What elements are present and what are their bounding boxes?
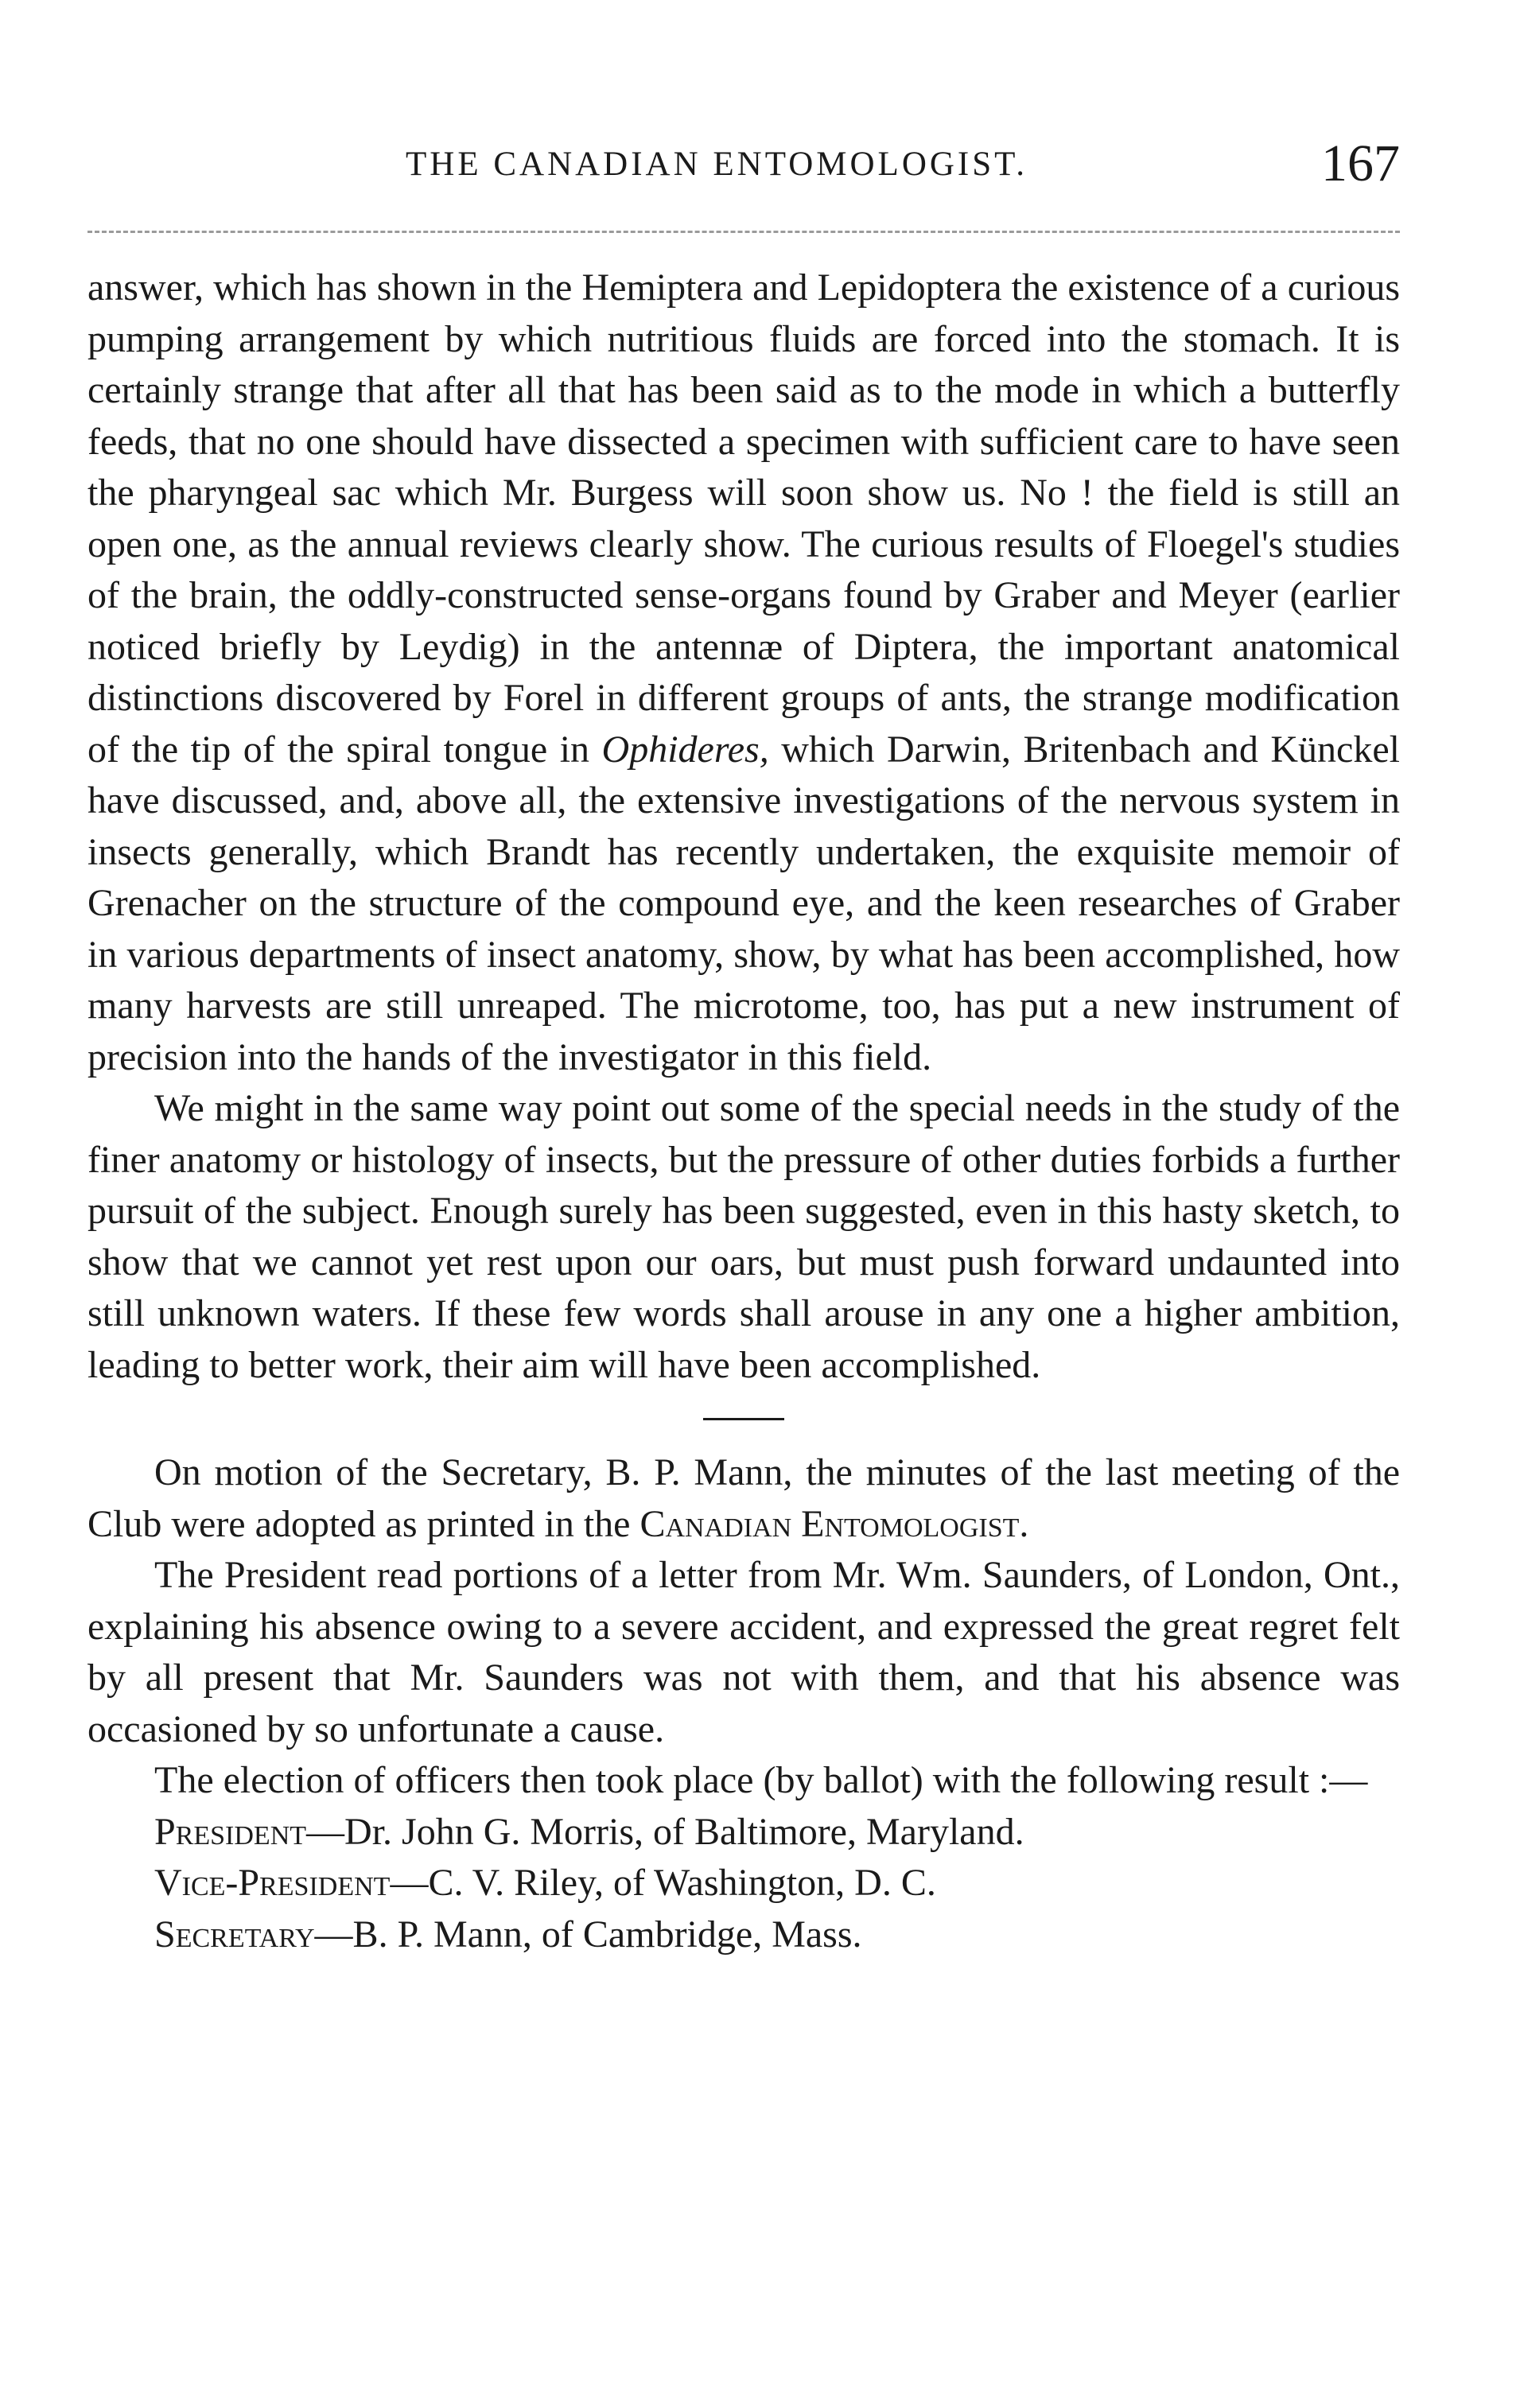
- officer-detail: —Dr. John G. Morris, of Baltimore, Maryland.: [306, 1810, 1024, 1853]
- section-divider: [703, 1418, 784, 1420]
- paragraph-conclusion: We might in the same way point out some of the special needs in the study of the finer anatomy or histology of insects, but the pressure of other duties forbids a further pursuit of the subject. Enough surely has been suggested, even in this hasty sketch, to show that we cannot yet rest upon our oars, but must push forward undaunted into still unknown waters. If these few words shall arouse in any one a higher ambition, leading to better work, their aim will have been accomplished.: [87, 1087, 1400, 1386]
- genus-name: Ophideres,: [601, 728, 769, 771]
- header-rule: [87, 231, 1400, 233]
- officer-president: [87, 1807, 1400, 1858]
- article-body: [87, 262, 1400, 1960]
- journal-name: Canadian Entomologist.: [639, 1502, 1029, 1545]
- paragraph-text: which Darwin, Britenbach and Künckel have discussed, and, above all, the extensive investigations of the nervous system in insects generally, which Brandt has recently undertaken, the exquisite memoir of Grenacher on the structure of the compound eye, and the keen researches of Graber in various departments of insect anatomy, show, by what has been accomplished, how many harvests are still unreaped. The microtome, too, has put a new instrument of precision into the hands of the investigator in this field.: [87, 728, 1400, 1078]
- paragraph-minutes: [87, 1447, 1400, 1550]
- page-header: [87, 134, 1400, 197]
- paragraph-text: On motion of the Secretary, B. P. Mann, the minutes of the last meeting of the Club were adopted as printed in the: [87, 1451, 1400, 1545]
- paragraph-election: The election of officers then took place (by ballot) with the following result :—: [154, 1759, 1368, 1801]
- paragraph-letter: The President read portions of a letter from Mr. Wm. Saunders, of London, Ont., explaining his absence owing to a severe accident, and expressed the great regret felt by all present that Mr. Saunders was not with them, and that his absence was occasioned by so unfortunate a cause.: [87, 1554, 1400, 1750]
- officer-title: Secretary: [154, 1913, 315, 1956]
- officer-title: President: [154, 1810, 307, 1853]
- paragraph-continuation: [87, 262, 1400, 1083]
- officer-detail: —B. P. Mann, of Cambridge, Mass.: [314, 1913, 862, 1956]
- paragraph-text: answer, which has shown in the Hemiptera and Lepidoptera the existence of a curious pumping arrangement by which nutritious fluids are forced into the stomach. It is certainly strange that after all that has been said as to the mode in which a butterfly feeds, that no one should have dissected a specimen with sufficient care to have seen the pharyngeal sac which Mr. Burgess will soon show us. No ! the field is still an open one, as the annual reviews clearly show. The curious results of Floegel's studies of the brain, the oddly-constructed sense-organs found by Graber and Meyer (earlier noticed briefly by Leydig) in the antennæ of Diptera, the important anatomical distinctions discovered by Forel in different groups of ants, the strange modification of the tip of the spiral tongue in: [87, 266, 1400, 771]
- officer-secretary: [87, 1909, 1400, 1961]
- officer-title: Vice-President: [154, 1862, 391, 1904]
- running-title: THE CANADIAN ENTOMOLOGIST.: [406, 146, 1028, 183]
- page-number: 167: [1321, 134, 1400, 192]
- officer-detail: —C. V. Riley, of Washington, D. C.: [390, 1862, 936, 1904]
- officer-vice-president: [87, 1858, 1400, 1909]
